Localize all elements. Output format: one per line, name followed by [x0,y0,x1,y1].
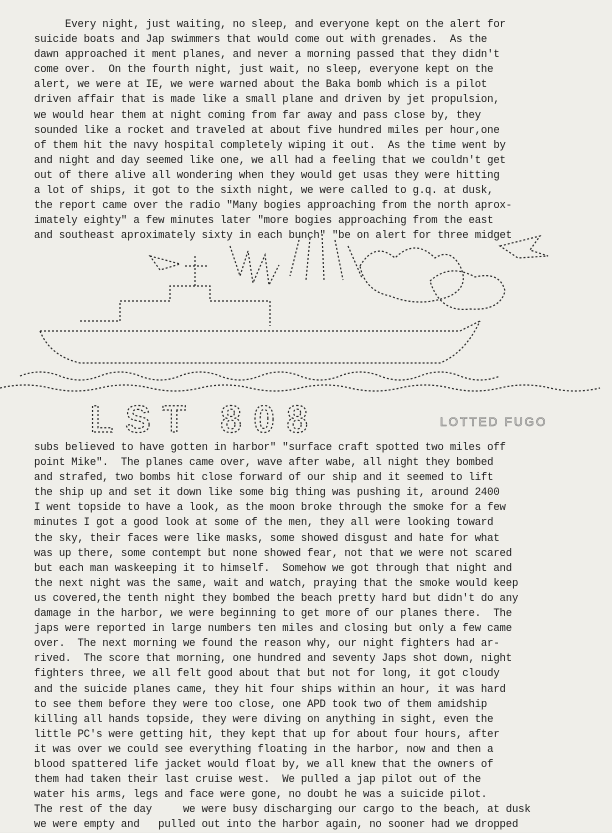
smoke-cloud [430,271,505,310]
ship-superstructure [80,286,270,326]
text-line: minutes I got a good look at some of the men, they all were looking toward [34,517,494,530]
text-line: a lot of ships, it got to the sixth night, we were called to g.q. at dusk, [34,185,494,198]
text-line: the sky, their faces were like masks, some showed disgust and hate for what [34,532,500,545]
text-line: subs believed to have gotten in harbor" "surface craft spotted two miles off [34,442,506,454]
smoke-cloud [360,248,463,302]
text-line: killing all hands topside, they were diving on anything in sight, even the [34,713,494,726]
text-line: little PC's were getting hit, they kept that up for about four hours, after [34,728,500,741]
text-line: it was over we could see everything floating in the harbor, now and then a [34,743,494,756]
hull-number: LST 808 [90,399,320,441]
top-paragraph [34,18,596,244]
text-line: blood spattered life jacket would float by, we all knew that the owners of [34,758,494,771]
text-line: I went topside to have a look, as the moon broke through the smoke for a few [34,502,506,515]
sea-waves [0,385,600,391]
text-line: alert, we were at IE, we were warned about the Baka bomb which is a pilot [34,79,488,92]
text-line: the report came over the radio "Many bogies approaching from the north aprox- [34,200,512,213]
text-line: over. The next morning we found the reason why, our night fighters had ar- [34,638,500,651]
text-line: us covered,the tenth night they bombed the beach pretty hard but didn't do any [34,592,519,605]
aircraft-shape [500,236,548,258]
text-line: out of there alive all wondering when they would get usas they were hitting [34,169,500,182]
text-line: water his arms, legs and face were gone, no doubt he was a suicide pilot. [34,789,488,802]
text-line: suicide boats and Jap swimmers that would come out with grenades. As the [34,34,488,47]
ship-hull [40,321,480,363]
text-line: rived. The score that morning, one hundred and seventy Japs shot down, night [34,653,512,666]
aircraft-shape [150,256,180,270]
text-line: and southeast aproximately sixty in each bunch" "be on alert for three midget [34,230,512,243]
text-line: come over. On the fourth night, just wait, no sleep, everyone kept on the [34,64,494,77]
text-line: was up there, some contempt but none showed fear, not that we were not scared [34,547,512,560]
ship-mast [185,256,207,286]
faint-caption: LOTTED FUGO [440,415,548,429]
text-line: The rest of the day we were busy discharging our cargo to the beach, at dusk [34,804,531,817]
ship-illustration [0,226,612,444]
text-line: and night and day seemed like one, we all had a feeling that we couldn't get [34,154,506,167]
text-line: we would hear them at night coming from far away and pass close by, they [34,109,481,122]
text-line: imately eighty" a few minutes later "more bogies approaching from the east [34,215,494,228]
text-line: Every night, just waiting, no sleep, and everyone kept on the alert for [34,19,506,31]
sea-waves [20,372,500,380]
text-line: driven affair that is made like a small plane and driven by jet propulsion, [34,94,500,107]
text-line: sounded like a rocket and traveled at about five hundred miles per hour,one [34,124,500,137]
text-line: and the suicide planes came, they hit four ships within an hour, it was hard [34,683,506,696]
text-line: but each man waskeeping it to himself. Somehow we got through that night and [34,562,512,575]
ship-deck [40,321,480,331]
bottom-paragraph [34,441,596,833]
text-line: japs were reported in large numbers ten miles and closing but only a few came [34,623,512,636]
text-line: to see them before they were too close, one APD took two of them amidship [34,698,488,711]
explosion-burst [230,246,279,285]
text-line: of them hit the navy hospital completely wiping it out. As the time went by [34,139,506,152]
text-line: them had taken their last cruise west. We pulled a jap pilot out of the [34,774,481,787]
text-line: the next night was the same, wait and watch, praying that the smoke would keep [34,577,519,590]
text-line: fighters three, we all felt good about that but not for long, it got cloudy [34,668,500,681]
text-line: we were empty and pulled out into the harbor again, no sooner had we dropped [34,819,519,832]
text-line: dawn approached it ment planes, and never a morning passed that they didn't [34,49,500,62]
explosion-burst [290,234,362,280]
text-line: damage in the harbor, we were beginning to get more of our planes there. The [34,608,512,621]
text-line: and strafed, two bombs hit close forward of our ship and it seemed to lift [34,472,494,485]
text-line: the ship up and set it down like some big thing was pushing it, around 2400 [34,487,500,500]
text-line: point Mike". The planes came over, wave after wabe, all night they bombed [34,457,494,470]
